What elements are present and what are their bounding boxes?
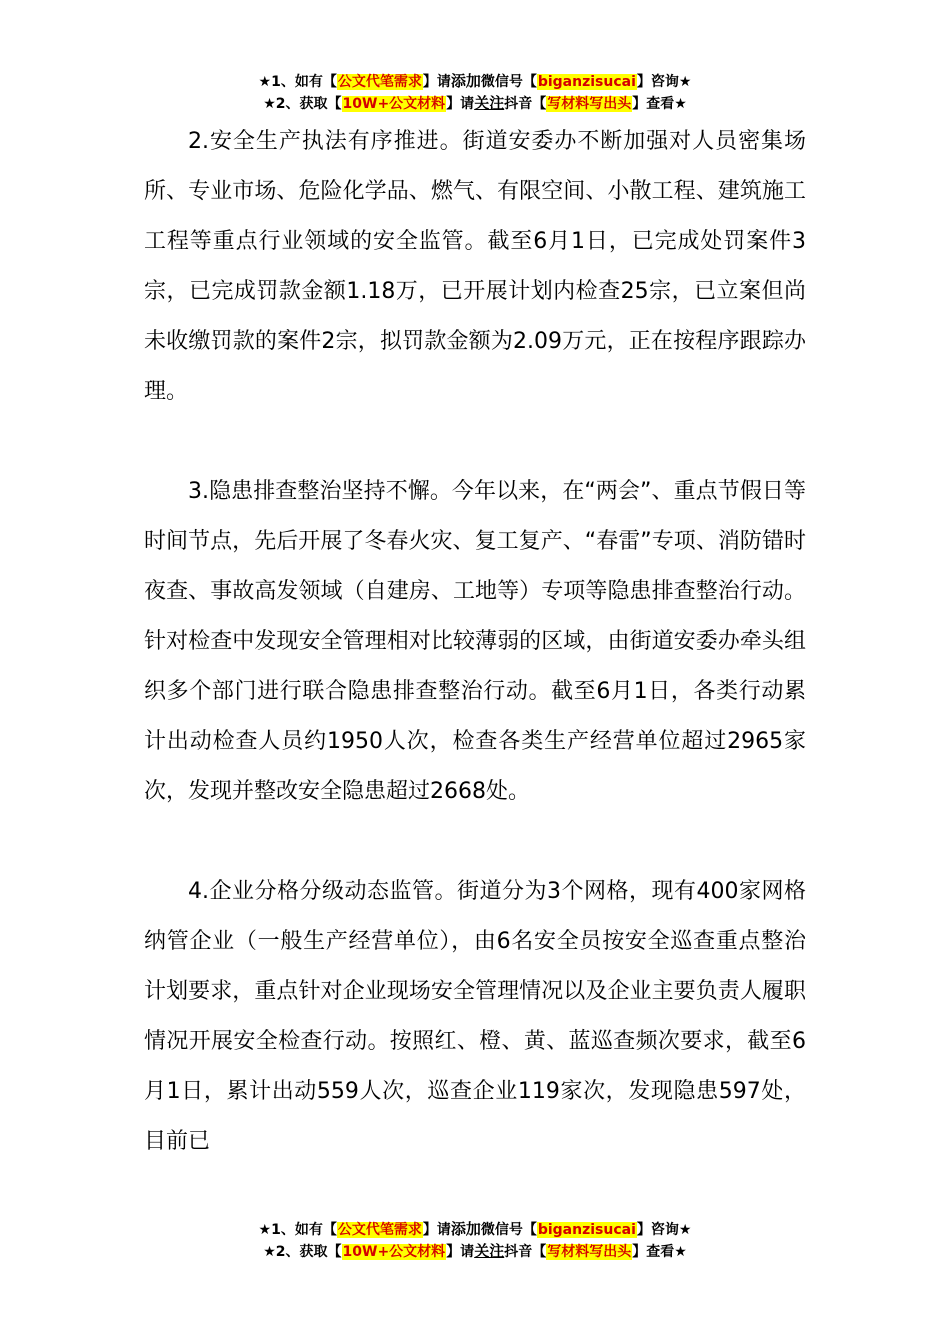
header-banner bbox=[0, 70, 950, 114]
paragraph-spacer bbox=[144, 417, 806, 467]
banner-text: ★2、获取【 bbox=[263, 1244, 342, 1260]
paragraph-spacer bbox=[144, 817, 806, 867]
banner-text: 】咨询★ bbox=[636, 1222, 692, 1238]
highlight-text: 公文代笔需求 bbox=[337, 74, 422, 90]
banner-text: 】请 bbox=[446, 96, 475, 112]
douyin-id-highlight: 写材料写出头 bbox=[547, 96, 632, 112]
banner-line-2 bbox=[0, 92, 950, 114]
highlight-text: 公文代笔需求 bbox=[337, 1222, 422, 1238]
banner-text: 】查看★ bbox=[632, 1244, 687, 1260]
banner-text: 】请 bbox=[422, 74, 451, 90]
banner-text: 抖音【 bbox=[504, 96, 547, 112]
emphasis-text: 关注 bbox=[474, 1242, 505, 1260]
banner-text: 微信号【 bbox=[480, 74, 537, 90]
douyin-id-highlight: 写材料写出头 bbox=[547, 1244, 632, 1260]
banner-text: ★1、如有【 bbox=[258, 74, 337, 90]
banner-line-2 bbox=[0, 1240, 950, 1262]
emphasis-text: 关注 bbox=[474, 94, 505, 112]
banner-text: ★1、如有【 bbox=[258, 1222, 337, 1238]
banner-text: 】请 bbox=[446, 1244, 475, 1260]
banner-text: 】咨询★ bbox=[636, 74, 692, 90]
footer-banner bbox=[0, 1218, 950, 1262]
banner-text: 】查看★ bbox=[632, 96, 687, 112]
emphasis-text: 添加 bbox=[450, 1220, 481, 1238]
banner-text: 】请 bbox=[422, 1222, 451, 1238]
banner-text: 微信号【 bbox=[480, 1222, 537, 1238]
wechat-id-highlight: biganzisucai bbox=[537, 1222, 636, 1238]
document-body bbox=[144, 117, 806, 1167]
paragraph-4: 4.企业分格分级动态监管。街道分为3个网格，现有400家网格纳管企业（一般生产经营单位），由6名安全员按安全巡查重点整治计划要求，重点针对企业现场安全管理情况以及企业主要负责人履职情况开展安全检查行动。按照红、橙、黄、蓝巡查频次要求，截至6月1日，累计出动559人次，巡查企业119家次，发现隐患597处，目前已 bbox=[144, 879, 806, 1154]
highlight-text: 10W+公文材料 bbox=[342, 1244, 446, 1260]
emphasis-text: 添加 bbox=[450, 72, 481, 90]
paragraph-2: 2.安全生产执法有序推进。街道安委办不断加强对人员密集场所、专业市场、危险化学品、燃气、有限空间、小散工程、建筑施工工程等重点行业领域的安全监管。截至6月1日，已完成处罚案件3宗，已完成罚款金额1.18万，已开展计划内检查25宗，已立案但尚未收缴罚款的案件2宗，拟罚款金额为2.09万元，正在按程序跟踪办理。 bbox=[144, 129, 806, 404]
paragraph-3: 3.隐患排查整治坚持不懈。今年以来，在“两会”、重点节假日等时间节点，先后开展了冬春火灾、复工复产、“春雷”专项、消防错时夜查、事故高发领域（自建房、工地等）专项等隐患排查整治行动。针对检查中发现安全管理相对比较薄弱的区域，由街道安委办牵头组织多个部门进行联合隐患排查整治行动。截至6月1日，各类行动累计出动检查人员约1950人次，检查各类生产经营单位超过2965家次，发现并整改安全隐患超过2668处。 bbox=[144, 479, 806, 804]
highlight-text: 10W+公文材料 bbox=[342, 96, 446, 112]
banner-text: ★2、获取【 bbox=[263, 96, 342, 112]
banner-line-1 bbox=[0, 70, 950, 92]
banner-text: 抖音【 bbox=[504, 1244, 547, 1260]
banner-line-1 bbox=[0, 1218, 950, 1240]
wechat-id-highlight: biganzisucai bbox=[537, 74, 636, 90]
